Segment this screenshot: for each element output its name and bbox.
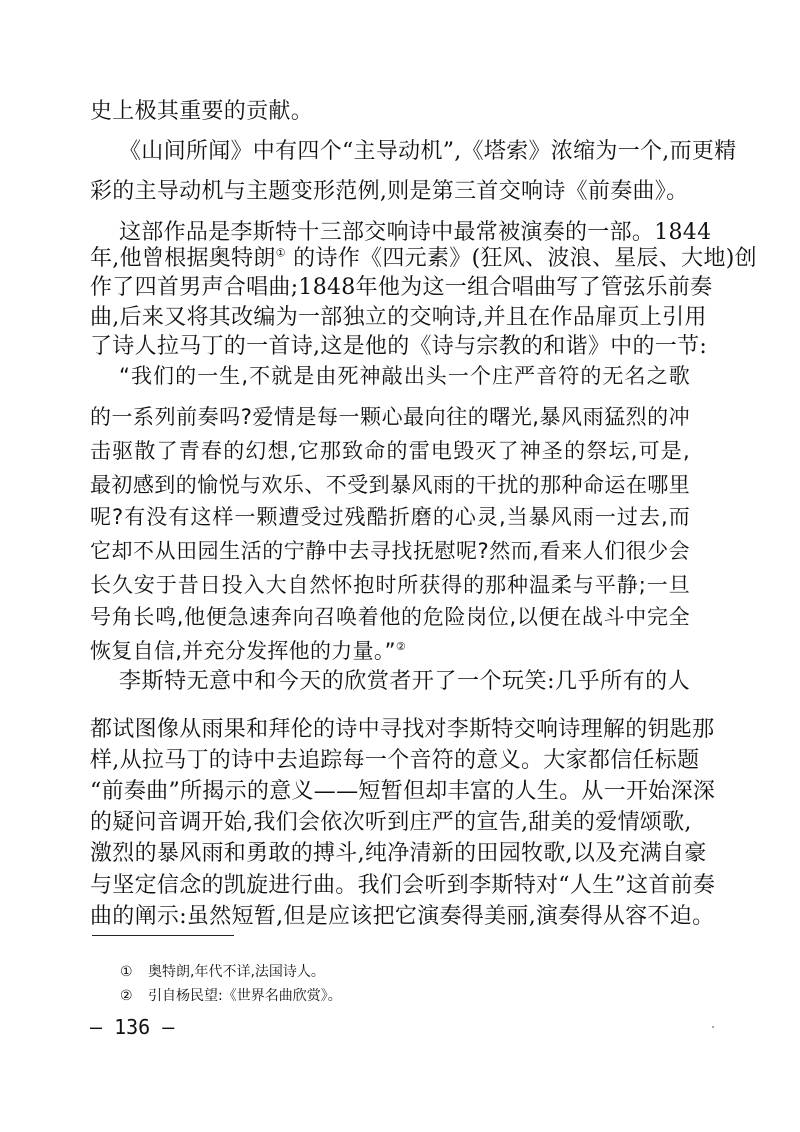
quote-line: 击驱散了青春的幻想,它那致命的雷电毁灭了神圣的祭坛,可是, — [90, 439, 690, 463]
text-line: 都试图像从雨果和拜伦的诗中寻找对李斯特交响诗理解的钥匙那 — [90, 717, 715, 742]
text-line: 史上极其重要的贡献。 — [90, 99, 314, 124]
footnote-text: 奥特朗,年代不详,法国诗人。 — [148, 964, 325, 980]
quote-line: 呢?有没有这样一颗遭受过残酷折磨的心灵,当暴风雨一过去,而 — [90, 505, 690, 529]
footnote-mark: ② — [120, 988, 133, 1004]
quote-line: 最初感到的愉悦与欢乐、不受到暴风雨的干扰的那种命运在哪里 — [90, 473, 690, 497]
text-line: 李斯特无意中和今天的欣赏者开了一个玩笑:几乎所有的人 — [119, 669, 690, 694]
text-line: 的疑问音调开始,我们会依次听到庄严的宣告,甜美的爱情颂歌, — [90, 810, 692, 835]
text-line: 曲的阐示:虽然短暂,但是应该把它演奏得美丽,演奏得从容不迫。 — [90, 904, 715, 929]
quote-line: 号角长鸣,他便急速奔向召唤着他的危险岗位,以便在战斗中完全 — [90, 605, 690, 629]
quote-line: 它却不从田园生活的宁静中去寻找抚慰呢?然而,看来人们很少会 — [90, 539, 690, 563]
footnote-mark: ① — [120, 964, 133, 980]
footnote-ref: ① — [275, 246, 286, 260]
text-line: 《山间所闻》中有四个“主导动机”,《塔索》浓缩为一个,而更精 — [119, 139, 737, 164]
text-line: 激烈的暴风雨和勇敢的搏斗,纯净清新的田园牧歌,以及充满自豪 — [90, 841, 707, 866]
quote-line: 的一系列前奏吗?爱情是每一颗心最向往的曙光,暴风雨猛烈的冲 — [90, 405, 690, 429]
text-line: 曲,后来又将其改编为一部独立的交响诗,并且在作品扉页上引用 — [90, 305, 707, 330]
footnote-ref: ② — [395, 640, 407, 653]
text-line: 作了四首男声合唱曲;1848年他为这一组合唱曲写了管弦乐前奏 — [90, 275, 713, 300]
quote-line: “我们的一生,不就是由死神敲出头一个庄严音符的无名之歌 — [119, 364, 690, 388]
text-line: 彩的主导动机与主题变形范例,则是第三首交响诗《前奏曲》。 — [90, 179, 689, 204]
scan-speck — [712, 1026, 714, 1028]
page-number: — 136 — — [90, 1015, 175, 1039]
footnote-divider — [92, 935, 234, 936]
text-line: 样,从拉马丁的诗中去追踪每一个音符的意义。大家都信任标题 — [90, 748, 700, 773]
footnote-2 — [120, 984, 342, 1008]
footnote-1 — [120, 960, 325, 984]
text-segment: 的诗作《四元素》(狂风、波浪、星辰、大地)创 — [285, 246, 757, 271]
text-line: “前奏曲”所揭示的意义——短暂但却丰富的人生。从一开始深深 — [90, 779, 716, 804]
text-line: 与坚定信念的凯旋进行曲。我们会听到李斯特对“人生”这首前奏 — [90, 873, 716, 898]
footnote-text: 引自杨民望:《世界名曲欣赏》。 — [148, 988, 342, 1004]
text-segment: 年,他曾根据奥特朗 — [90, 246, 276, 271]
text-line: 这部作品是李斯特十三部交响诗中最常被演奏的一部。1844 — [119, 220, 712, 245]
text-line: 了诗人拉马丁的一首诗,这是他的《诗与宗教的和谐》中的一节: — [90, 334, 708, 359]
text-segment: 恢复自信,并充分发挥他的力量。” — [90, 639, 396, 663]
quote-line: 长久安于昔日投入大自然怀抱时所获得的那种温柔与平静;一旦 — [90, 573, 690, 597]
